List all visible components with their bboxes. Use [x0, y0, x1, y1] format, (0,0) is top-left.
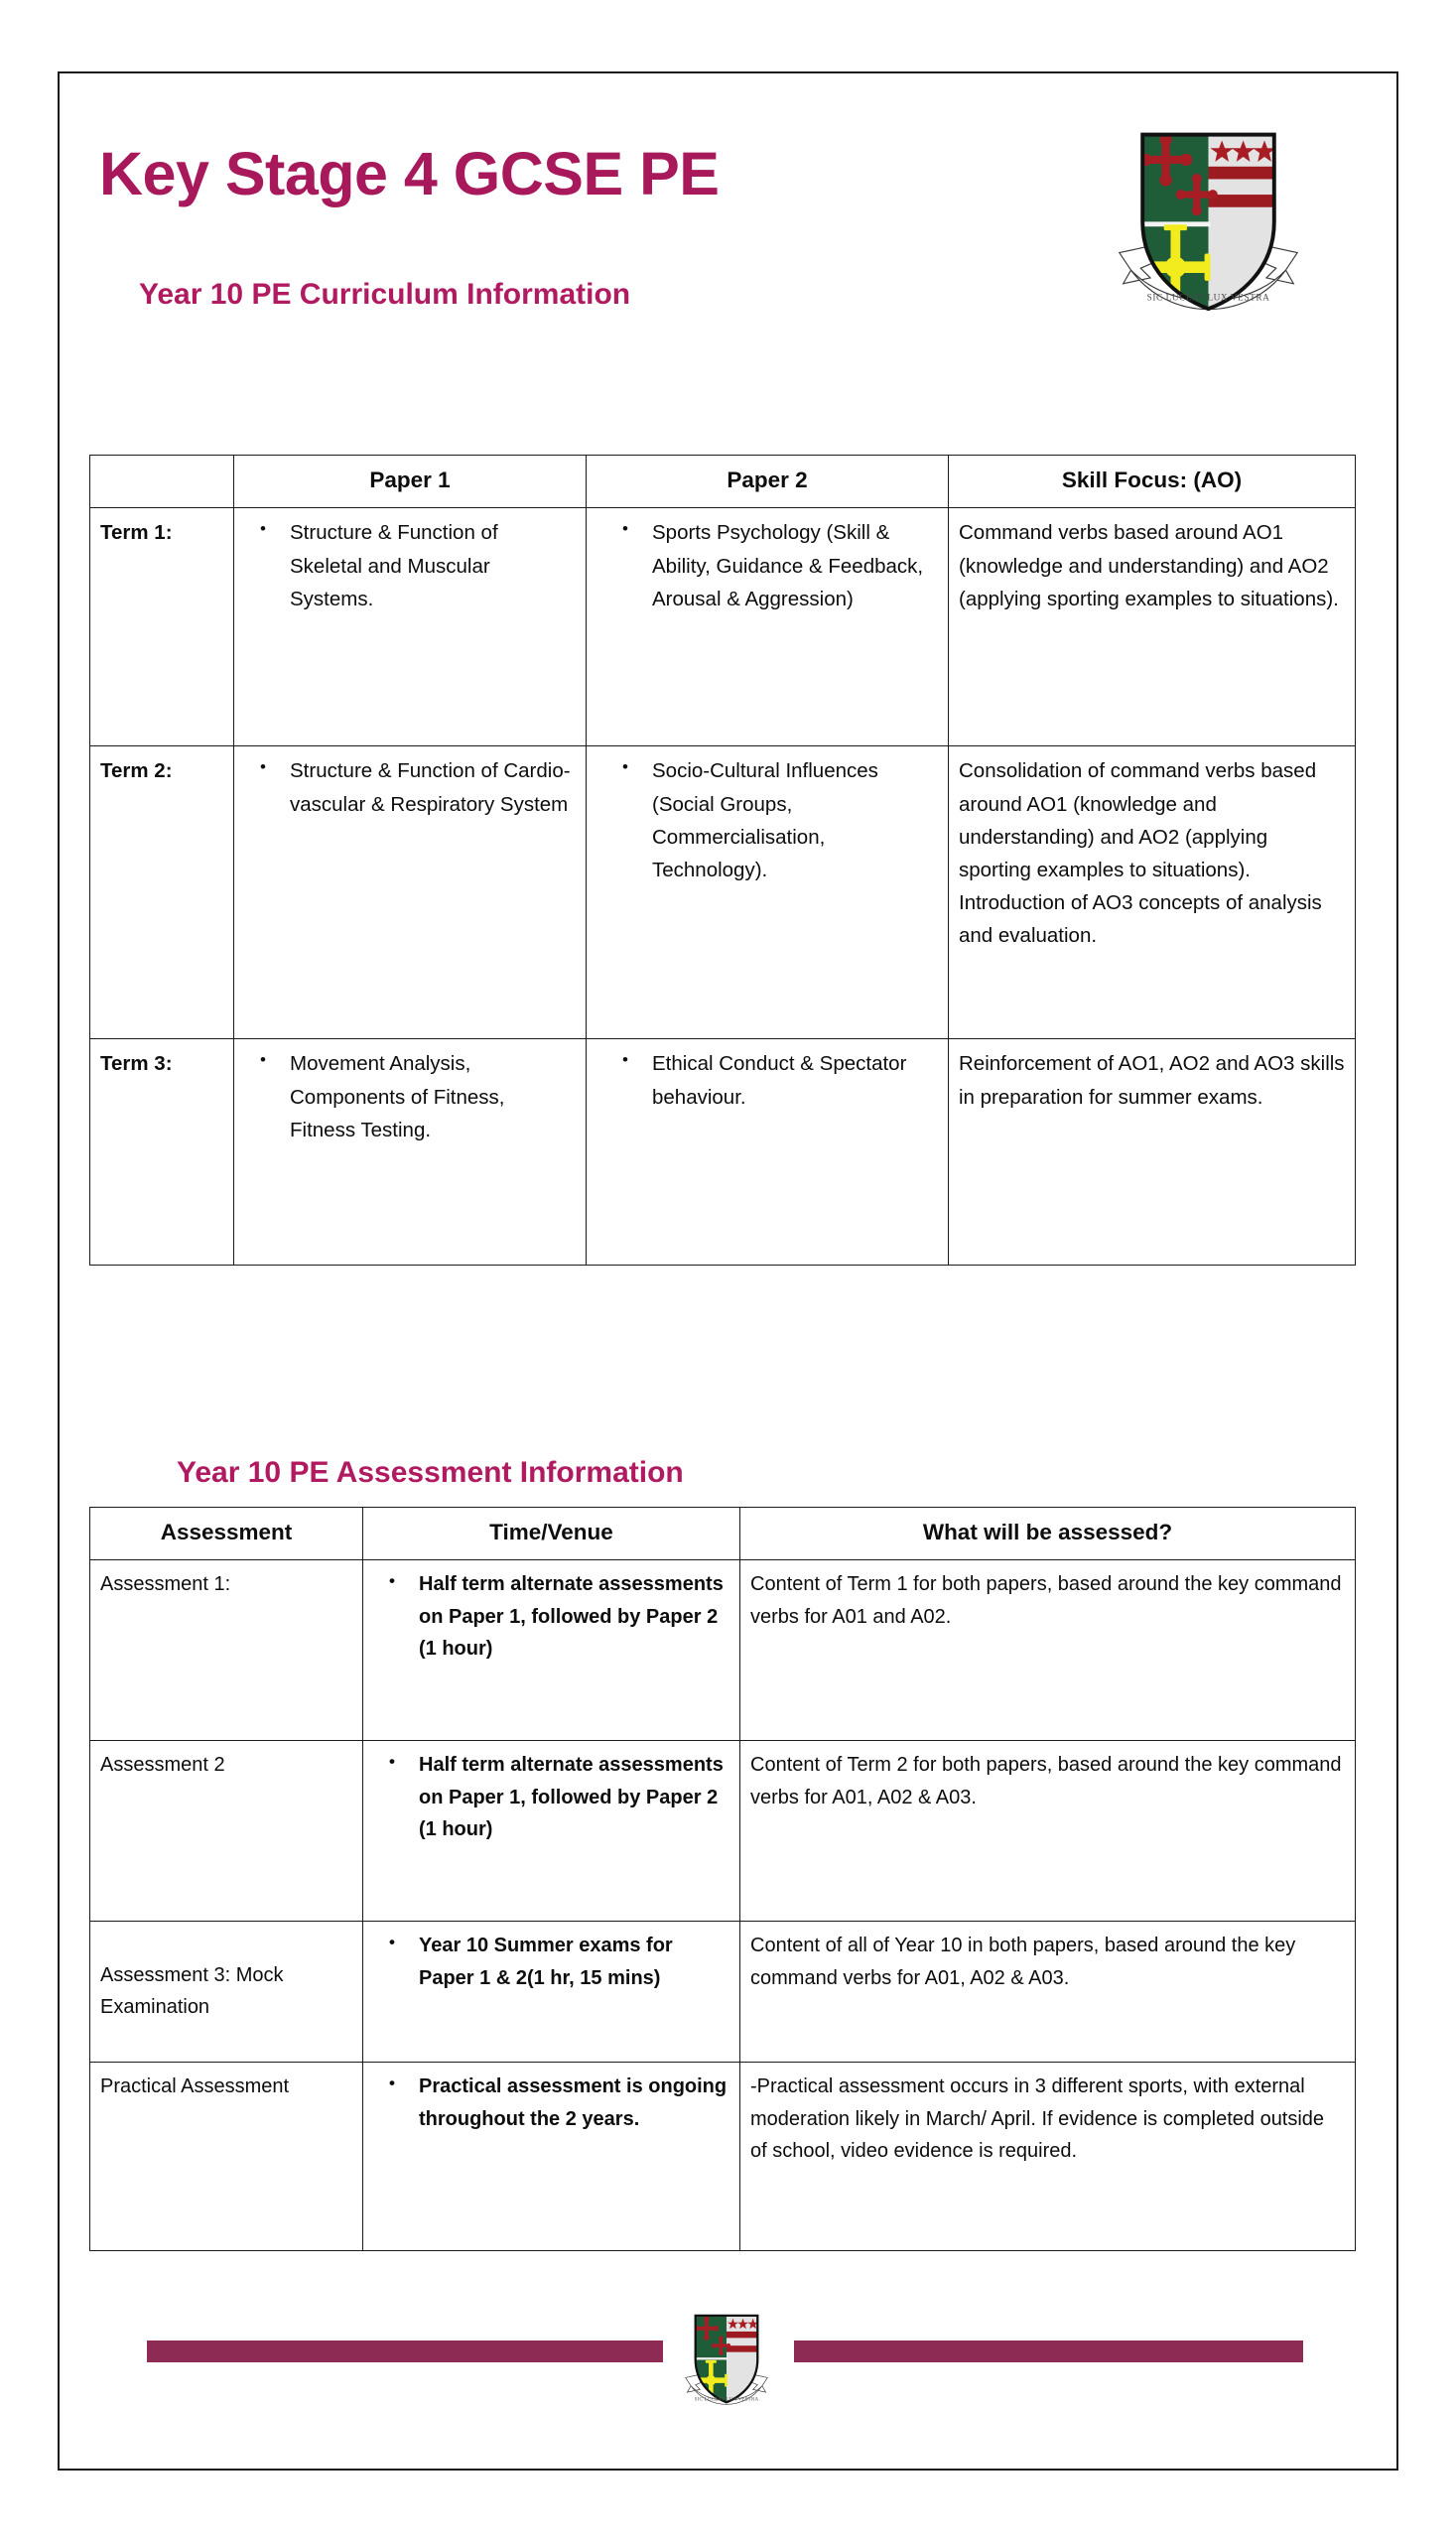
assessed-cell: Content of Term 2 for both papers, based around the key command verbs for A01, A02 & A03.	[740, 1741, 1356, 1922]
list-item: • Movement Analysis, Components of Fitness, Fitness Testing.	[244, 1047, 576, 1146]
footer-bar-left	[147, 2340, 663, 2362]
assessed-cell: Content of Term 1 for both papers, based around the key command verbs for A01 and A02.	[740, 1560, 1356, 1741]
term-label: Term 2:	[100, 759, 173, 783]
list-item: • Socio-Cultural Influences (Social Groups, Commercialisation, Technology).	[596, 754, 938, 886]
paper2-cell	[587, 508, 949, 746]
table-header-row	[90, 456, 1356, 508]
crest-motto: SIC LUCEAT LUX VESTRA	[1146, 293, 1270, 304]
col-header-blank	[90, 456, 234, 508]
assessment-name-cell: Assessment 3: Mock Examination	[90, 1922, 363, 2063]
term-cell	[90, 508, 234, 746]
list-item: • Ethical Conduct & Spectator behaviour.	[596, 1047, 938, 1113]
footer-bar-right	[794, 2340, 1303, 2362]
table-row	[90, 508, 1356, 746]
col-header-paper2: Paper 2	[587, 456, 949, 508]
col-header-assessment: Assessment	[90, 1508, 363, 1560]
col-header-what-assessed: What will be assessed?	[740, 1508, 1356, 1560]
time-venue-cell	[363, 1741, 740, 1922]
page-title: Key Stage 4 GCSE PE	[99, 140, 720, 207]
list-item: • Sports Psychology (Skill & Ability, Guidance & Feedback, Arousal & Aggression)	[596, 516, 938, 615]
table-row	[90, 2063, 1356, 2251]
table-row	[90, 746, 1356, 1039]
table-row	[90, 1922, 1356, 2063]
list-item: • Structure & Function of Cardio-vascular & Respiratory System	[244, 754, 576, 820]
skill-focus-cell: Command verbs based around AO1 (knowledge and understanding) and AO2 (applying sporting examples to situations).	[949, 508, 1356, 746]
assessment-name-cell: Assessment 1:	[90, 1560, 363, 1741]
assessment-name-cell: Practical Assessment	[90, 2063, 363, 2251]
col-header-paper1: Paper 1	[234, 456, 587, 508]
paper2-cell	[587, 1039, 949, 1266]
skill-focus-cell: Consolidation of command verbs based around AO1 (knowledge and understanding) and AO2 (applying sporting examples to situations). Introduction of AO3 concepts of analysis and evaluation.	[949, 746, 1356, 1039]
page-subtitle: Year 10 PE Curriculum Information	[139, 278, 631, 311]
col-header-skill-focus: Skill Focus: (AO)	[949, 456, 1356, 508]
paper1-cell	[234, 1039, 587, 1266]
assessment-section-heading: Year 10 PE Assessment Information	[177, 1456, 684, 1489]
time-venue-cell	[363, 1560, 740, 1741]
assessment-table	[89, 1507, 1356, 2251]
assessed-cell: -Practical assessment occurs in 3 different sports, with external moderation likely in March/ April. If evidence is completed outside of school, video evidence is required.	[740, 2063, 1356, 2251]
col-header-time-venue: Time/Venue	[363, 1508, 740, 1560]
school-crest-footer-icon	[681, 2309, 772, 2416]
term-cell	[90, 746, 234, 1039]
table-row	[90, 1741, 1356, 1922]
paper1-cell	[234, 746, 587, 1039]
table-row	[90, 1560, 1356, 1741]
school-crest-icon	[1112, 117, 1305, 316]
time-venue-cell	[363, 2063, 740, 2251]
list-item: • Half term alternate assessments on Paper 1, followed by Paper 2 (1 hour)	[373, 1749, 729, 1845]
term-label: Term 3:	[100, 1052, 173, 1076]
term-label: Term 1:	[100, 521, 173, 545]
assessed-cell: Content of all of Year 10 in both papers, based around the key command verbs for A01, A02 & A03.	[740, 1922, 1356, 2063]
term-cell	[90, 1039, 234, 1266]
table-header-row	[90, 1508, 1356, 1560]
paper1-cell	[234, 508, 587, 746]
assessment-name-cell: Assessment 2	[90, 1741, 363, 1922]
list-item: • Structure & Function of Skeletal and Muscular Systems.	[244, 516, 576, 615]
skill-focus-cell: Reinforcement of AO1, AO2 and AO3 skills in preparation for summer exams.	[949, 1039, 1356, 1266]
paper2-cell	[587, 746, 949, 1039]
list-item: • Practical assessment is ongoing throughout the 2 years.	[373, 2071, 729, 2135]
list-item: • Half term alternate assessments on Paper 1, followed by Paper 2 (1 hour)	[373, 1568, 729, 1665]
curriculum-table	[89, 455, 1356, 1266]
list-item: • Year 10 Summer exams for Paper 1 & 2(1 hr, 15 mins)	[373, 1930, 729, 1994]
table-row	[90, 1039, 1356, 1266]
crest-motto-footer: SIC LUCEAT LUX VESTRA	[694, 2396, 759, 2403]
time-venue-cell	[363, 1922, 740, 2063]
